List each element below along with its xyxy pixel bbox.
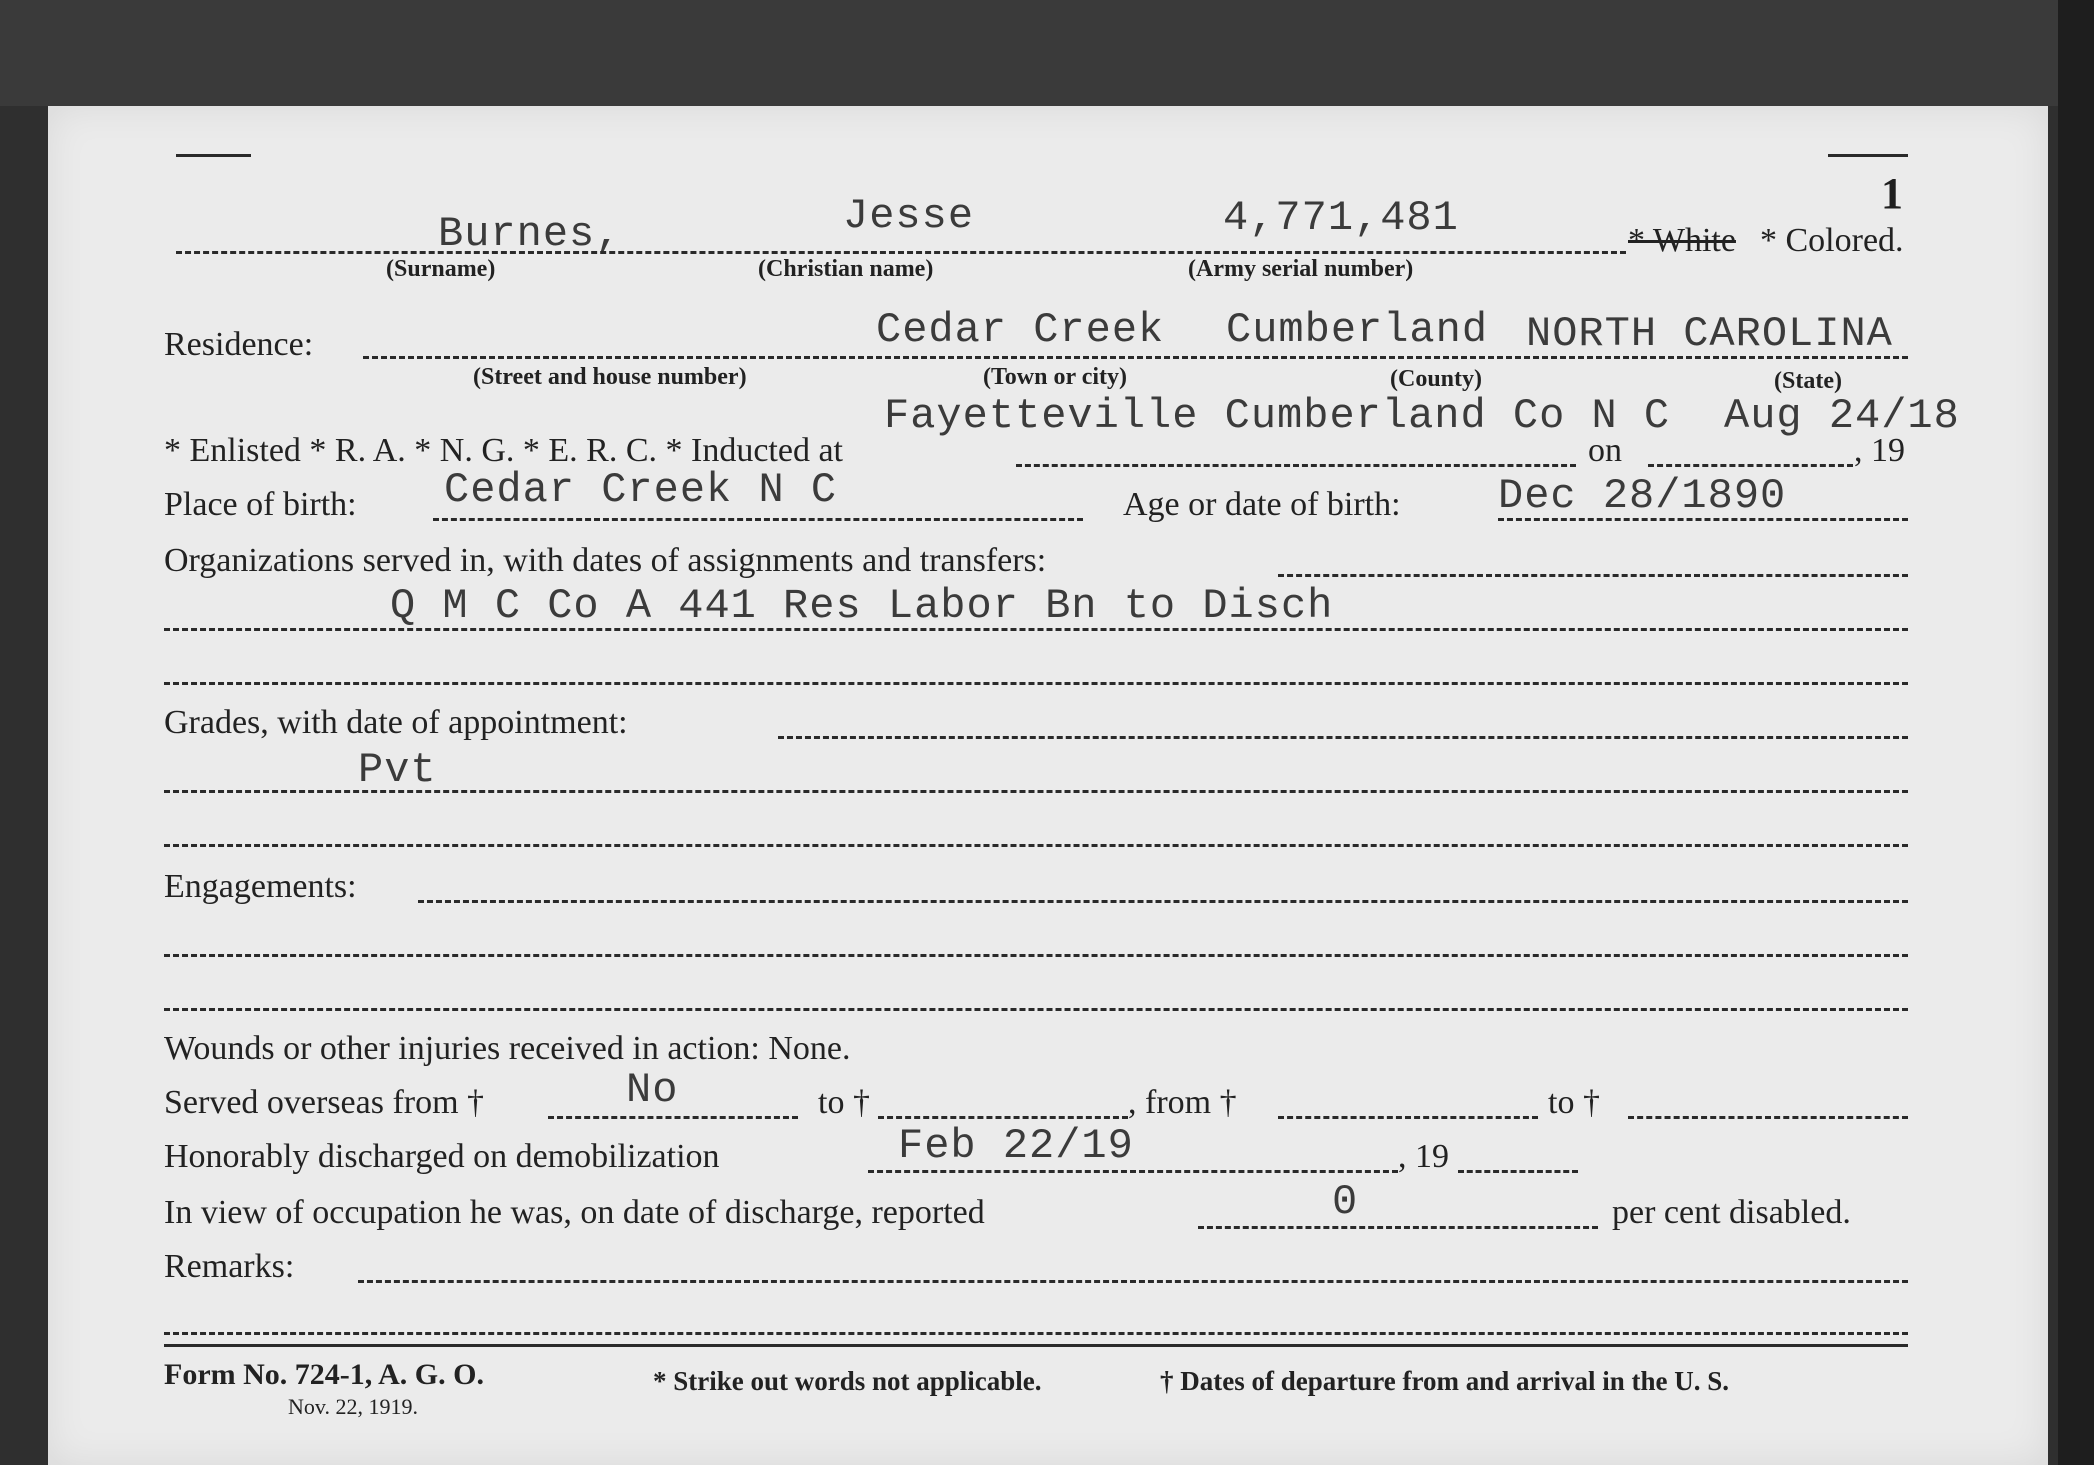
overseas-label: Served overseas from † [164,1084,485,1121]
residence-label: Residence: [164,326,314,363]
overseas-from2-label: , from † [1128,1084,1237,1121]
grades-value: Pvt [358,746,437,794]
organizations-line-1 [1278,574,1908,577]
induction-on-label: on [1588,432,1622,469]
birth-date-label: Age or date of birth: [1123,486,1401,523]
draft-record-card [48,106,2048,1465]
engagements-line-2 [164,954,1908,957]
residence-town-value: Cedar Creek [876,306,1165,354]
induction-place-line [1016,464,1576,467]
serial-caption: (Army serial number) [1188,256,1414,282]
wounds-label: Wounds or other injuries received in action: None. [164,1030,851,1067]
grades-line-1 [778,736,1908,739]
dates-note: † Dates of departure from and arrival in the U. S. [1160,1366,1729,1396]
birth-place-line [433,518,1083,521]
grades-label: Grades, with date of appointment: [164,704,628,741]
organizations-label: Organizations served in, with dates of assignments and transfers: [164,542,1047,579]
top-left-rule [176,154,251,157]
strike-note: * Strike out words not applicable. [653,1366,1042,1396]
discharge-line [868,1170,1398,1173]
induction-place-value: Fayetteville Cumberland Co N C [884,392,1671,440]
overseas-value: No [626,1066,679,1114]
card-number: 1 [1881,169,1903,218]
disability-suffix: per cent disabled. [1612,1194,1851,1231]
state-caption: (State) [1774,368,1842,394]
enlistment-label: * Enlisted * R. A. * N. G. * E. R. C. * Inducted at [164,432,844,469]
remarks-label: Remarks: [164,1248,295,1285]
form-number: Form No. 724-1, A. G. O. [164,1358,484,1391]
top-right-rule [1828,154,1908,157]
induction-year-label: , 19 [1854,432,1905,469]
residence-line [363,356,1908,359]
discharge-date-value: Feb 22/19 [898,1122,1134,1170]
discharge-year-label: , 19 [1398,1138,1449,1175]
race-colored-label: * Colored. [1760,222,1904,259]
serial-number-value: 4,771,481 [1223,194,1459,242]
footer-rule [164,1344,1908,1347]
birth-date-line [1498,518,1908,521]
street-caption: (Street and house number) [473,364,747,390]
discharge-year-line [1458,1170,1578,1173]
christian-name-value: Jesse [843,192,975,240]
overseas-to2-line [1628,1116,1908,1119]
residence-county-value: Cumberland [1226,306,1489,354]
christian-name-caption: (Christian name) [758,256,934,282]
overseas-to-line [878,1116,1128,1119]
remarks-line-2 [164,1332,1908,1335]
birth-date-value: Dec 28/1890 [1498,472,1787,520]
name-line [176,251,1626,254]
organizations-line-3 [164,682,1908,685]
overseas-from2-line [1278,1116,1538,1119]
disability-line [1198,1226,1598,1229]
engagements-line-1 [418,900,1908,903]
scan-background-right [2058,0,2094,1465]
residence-state-value: NORTH CAROLINA [1526,310,1893,358]
town-caption: (Town or city) [983,364,1127,390]
remarks-line-1 [358,1280,1908,1283]
engagements-line-3 [164,1008,1908,1011]
grades-line-3 [164,844,1908,847]
race-white-label: * White [1628,222,1736,259]
induction-date-value: Aug 24/18 [1724,392,1960,440]
birth-place-label: Place of birth: [164,486,357,523]
disability-label: In view of occupation he was, on date of discharge, reported [164,1194,985,1231]
discharge-label: Honorably discharged on demobilization [164,1138,720,1175]
surname-value: Burnes, [438,210,622,258]
overseas-to2-label: to † [1548,1084,1600,1121]
surname-caption: (Surname) [386,256,496,282]
disability-value: 0 [1332,1178,1359,1226]
form-date: Nov. 22, 1919. [288,1394,418,1419]
engagements-label: Engagements: [164,868,357,905]
overseas-to-label: to † [818,1084,870,1121]
organizations-line-2 [164,628,1908,631]
grades-line-2 [164,790,1908,793]
organizations-value: Q M C Co A 441 Res Labor Bn to Disch [390,582,1334,630]
scan-background-top [0,0,2094,106]
birth-place-value: Cedar Creek N C [444,466,838,514]
county-caption: (County) [1390,366,1483,392]
overseas-from-line [548,1116,798,1119]
induction-date-line [1648,464,1853,467]
